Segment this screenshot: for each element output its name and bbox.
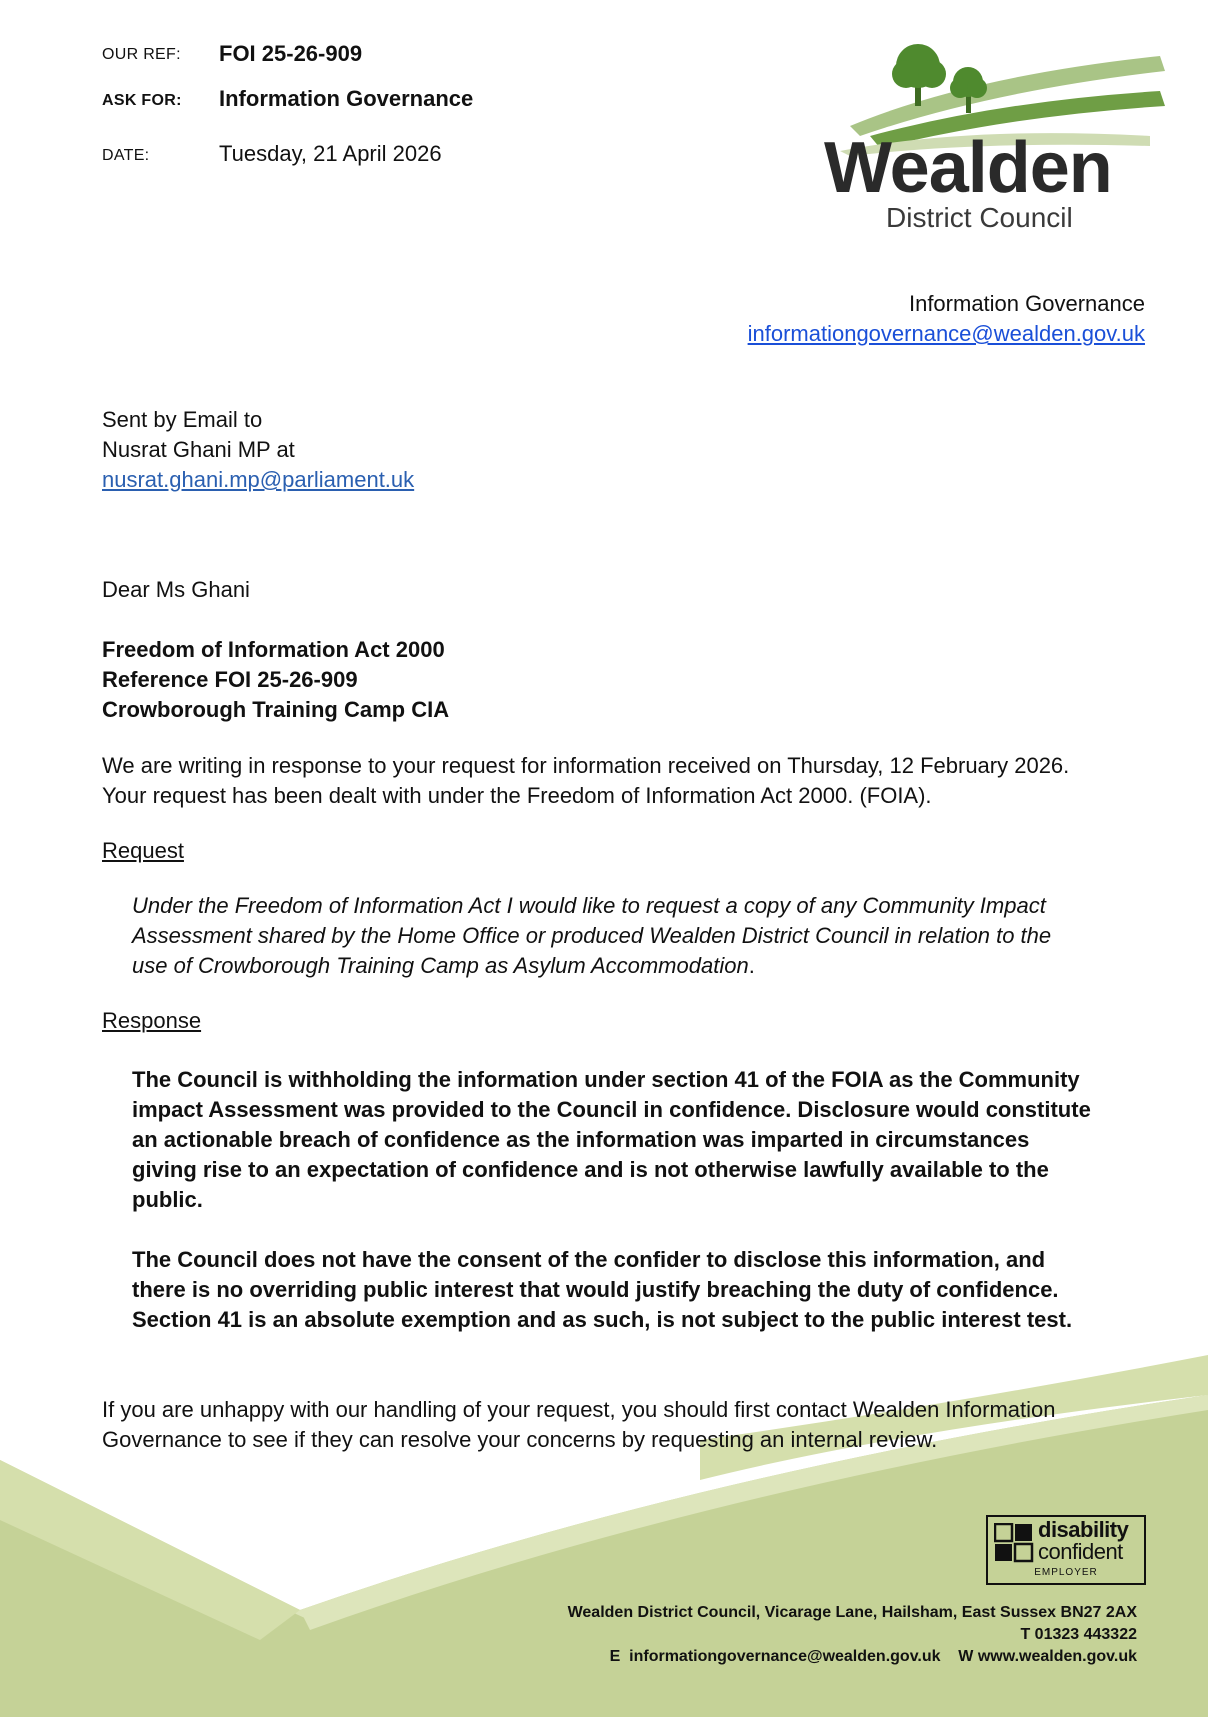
disability-confident-icon (994, 1523, 1034, 1563)
subject-line-1: Freedom of Information Act 2000 (102, 637, 445, 662)
subject-line-2: Reference FOI 25-26-909 (102, 667, 358, 692)
wealden-logo (820, 36, 1165, 236)
salutation: Dear Ms Ghani (102, 577, 250, 602)
date-label: DATE: (102, 147, 150, 164)
ask-for-value: Information Governance (219, 86, 474, 111)
sender-email-link[interactable]: informationgovernance@wealden.gov.uk (747, 321, 1145, 346)
response-heading: Response (102, 1008, 202, 1033)
logo-subname: District Council (886, 202, 1073, 233)
footer-email-label: E (609, 1648, 621, 1665)
badge-line-3: EMPLOYER (1034, 1567, 1098, 1578)
footer-phone: T 01323 443322 (1020, 1626, 1137, 1643)
badge-line-1: disability (1038, 1517, 1129, 1542)
recipient-line-2: Nusrat Ghani MP at (102, 437, 295, 462)
request-end: . (748, 953, 755, 978)
footer-web-label: W (958, 1648, 974, 1665)
request-text (132, 891, 1092, 981)
request-heading: Request (102, 838, 184, 863)
sender-department: Information Governance (908, 291, 1145, 316)
disability-confident-badge (986, 1515, 1146, 1585)
our-ref-label: OUR REF: (102, 46, 181, 63)
recipient-line-1: Sent by Email to (102, 407, 263, 432)
response-paragraph-2: The Council does not have the consent of the confider to disclose this information, and there is no overriding public interest that would justify breaching the duty of confidence. Section 41 is an absolute exemption and as such, is not subject to the public interest test. (132, 1247, 1073, 1332)
footer-email[interactable]: informationgovernance@wealden.gov.uk (629, 1648, 941, 1665)
request-quote: Under the Freedom of Information Act I would like to request a copy of any Community Impact Assessment shared by the Home Office or produced Wealden District Council in relation to the use of Crowborough Training Camp as Asylum Accommodation (132, 893, 1052, 978)
ask-for-label: ASK FOR: (102, 92, 182, 109)
logo-name: Wealden (824, 128, 1112, 208)
footer-contact (610, 1648, 1137, 1666)
our-ref-value: FOI 25-26-909 (219, 41, 363, 66)
date-value: Tuesday, 21 April 2026 (219, 141, 442, 166)
intro-paragraph: We are writing in response to your request for information received on Thursday, 12 February 2026. Your request has been dealt with under the Freedom of Information Act 2000. (FOIA). (102, 753, 1070, 808)
footer-web[interactable]: www.wealden.gov.uk (977, 1648, 1137, 1665)
footer-address: Wealden District Council, Vicarage Lane, Hailsham, East Sussex BN27 2AX (567, 1604, 1137, 1621)
response-paragraph-1: The Council is withholding the information under section 41 of the FOIA as the Community impact Assessment was provided to the Council in confidence. Disclosure would constitute an actionable breach of confidence as the information was imparted in circumstances giving rise to an expectation of confidence and is not otherwise lawfully available to the public. (132, 1067, 1091, 1212)
badge-line-2: confident (1038, 1539, 1123, 1564)
recipient-email-link[interactable]: nusrat.ghani.mp@parliament.uk (102, 467, 415, 492)
closing-paragraph: If you are unhappy with our handling of your request, you should first contact Wealden Information Governance to see if they can resolve your concerns by requesting an internal review. (102, 1397, 1056, 1452)
subject-line-3: Crowborough Training Camp CIA (102, 697, 450, 722)
